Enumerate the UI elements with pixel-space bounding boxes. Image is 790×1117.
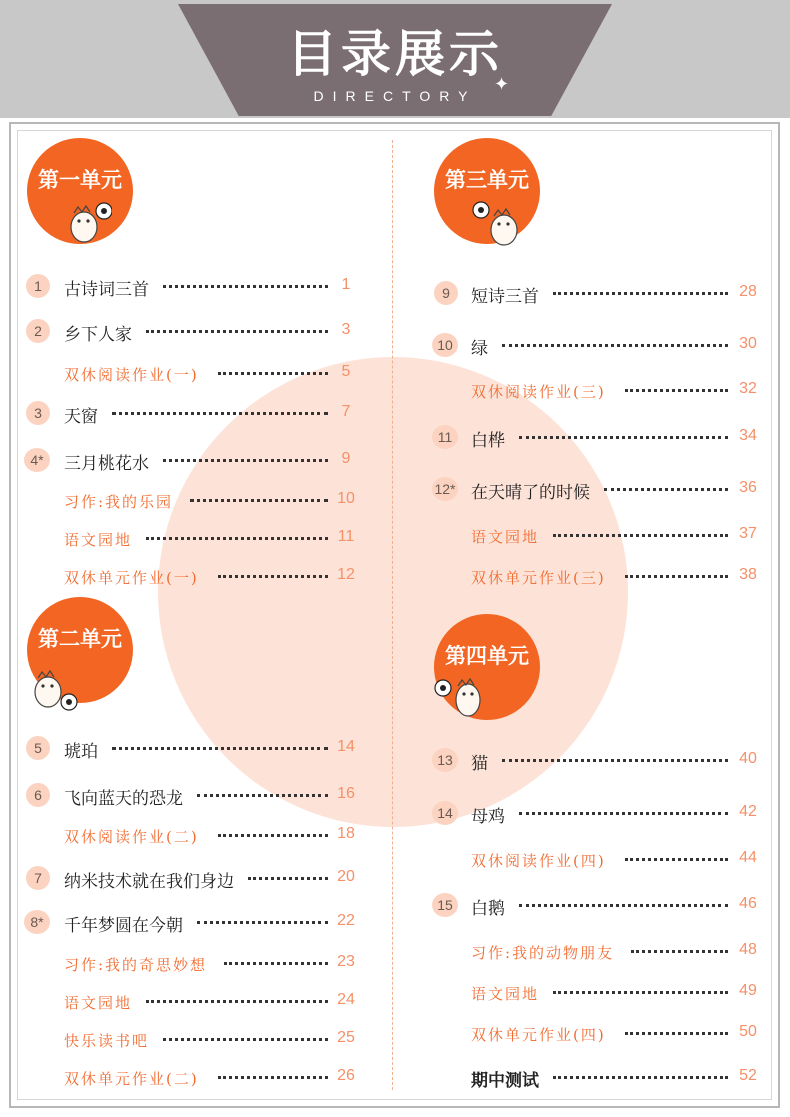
page-number: 20 [337,868,355,885]
page-number: 16 [337,785,355,802]
dinosaur-mascot-icon [30,662,78,712]
dot-leader [625,858,729,861]
toc-entry[interactable] [0,1064,790,1090]
lesson-title: 古诗词三首 [64,280,149,300]
page-subtitle: DIRECTORY [313,88,477,104]
lesson-number: 10 [432,333,458,357]
dinosaur-mascot-icon [64,197,112,247]
exercise-title: 习作:我的乐园 [64,493,174,511]
exercise-title: 双休阅读作业(一) [64,366,199,384]
dot-leader [604,488,728,491]
lesson-number: 8* [24,910,50,934]
dot-leader [631,950,728,953]
page-number: 3 [341,321,351,338]
toc-entry[interactable] [0,800,790,826]
page-number: 38 [739,566,757,583]
unit-label: 第一单元 [38,168,122,192]
toc-entry[interactable] [0,1020,790,1046]
lesson-number: 5 [26,736,50,760]
dot-leader [519,904,728,907]
dot-leader [502,344,728,347]
toc-entry[interactable] [0,447,790,473]
page-number: 49 [739,982,757,999]
lesson-title: 三月桃花水 [64,454,149,474]
exercise-title: 双休单元作业(一) [64,569,199,587]
exercise-title: 语文园地 [471,985,540,1003]
page-number: 23 [337,953,355,970]
page-number: 14 [337,738,355,755]
exercise-title: 快乐读书吧 [64,1032,150,1050]
dot-leader [625,1032,729,1035]
lesson-title: 白鹅 [471,899,505,919]
page-number: 11 [337,528,355,545]
dot-leader [248,877,328,880]
lesson-title: 琥珀 [64,742,98,762]
dot-leader [519,436,728,439]
dot-leader [197,921,328,924]
lesson-number: 11 [432,425,458,449]
lesson-title: 母鸡 [471,807,505,827]
page-number: 24 [337,991,355,1008]
lesson-title: 纳米技术就在我们身边 [64,872,234,892]
dot-leader [553,1076,728,1079]
lesson-number: 15 [432,893,458,917]
page-number: 5 [341,363,351,380]
exercise-title: 习作:我的动物朋友 [471,944,615,962]
lesson-number: 13 [432,748,458,772]
exercise-title: 双休单元作业(二) [64,1070,199,1088]
dot-leader [625,389,729,392]
page-number: 37 [739,525,757,542]
lesson-number: 14 [432,801,458,825]
lesson-title: 千年梦圆在今朝 [64,916,183,936]
unit-label: 第四单元 [445,644,529,668]
toc-entry[interactable] [0,846,790,872]
page-number: 9 [341,450,351,467]
exercise-title: 双休单元作业(三) [471,569,606,587]
toc-entry[interactable] [0,563,790,589]
exercise-title: 双休阅读作业(四) [471,852,606,870]
toc-entry[interactable] [0,522,790,548]
dot-leader [197,794,328,797]
page-number: 36 [739,479,757,496]
lesson-number: 12* [432,477,458,501]
lesson-number: 9 [434,281,458,305]
exercise-title: 语文园地 [471,528,540,546]
page-number: 42 [739,803,757,820]
page-number: 48 [739,941,757,958]
dot-leader [553,292,728,295]
lesson-title: 期中测试 [471,1071,539,1091]
exercise-title: 语文园地 [64,531,133,549]
toc-entry[interactable] [0,892,790,918]
lesson-number: 1 [26,274,50,298]
page-number: 25 [337,1029,355,1046]
page-number: 44 [739,849,757,866]
dot-leader [112,412,328,415]
page-title: 目录展示 [287,25,503,83]
page-number: 30 [739,335,757,352]
toc-entry[interactable] [0,979,790,1005]
lesson-title: 白桦 [471,431,505,451]
dot-leader [519,812,728,815]
dot-leader [502,759,728,762]
dot-leader [218,372,329,375]
exercise-title: 双休单元作业(四) [471,1026,606,1044]
toc-entry[interactable] [0,938,790,964]
page-number: 28 [739,283,757,300]
lesson-number: 6 [26,783,50,807]
page-number: 34 [739,427,757,444]
toc-entry[interactable] [0,377,790,403]
page-number: 10 [337,490,355,507]
lesson-title: 天窗 [64,407,98,427]
page-number: 1 [341,276,351,293]
page-number: 46 [739,895,757,912]
lesson-title: 短诗三首 [471,287,539,307]
lesson-title: 绿 [471,339,488,359]
exercise-title: 双休阅读作业(二) [64,828,199,846]
dot-leader [553,991,728,994]
exercise-title: 语文园地 [64,994,133,1012]
dot-leader [625,575,729,578]
dinosaur-mascot-icon [472,200,520,250]
toc-entry[interactable] [0,400,790,426]
sparkle-icon: ✦ [494,74,510,95]
toc-entry[interactable] [0,424,790,450]
page-number: 40 [739,750,757,767]
page-number: 32 [739,380,757,397]
page-number: 12 [337,566,355,583]
toc-entry[interactable] [0,332,790,358]
page-number: 18 [337,825,355,842]
exercise-title: 习作:我的奇思妙想 [64,956,208,974]
dot-leader [553,534,728,537]
dot-leader [218,834,329,837]
lesson-number: 7 [26,866,50,890]
lesson-title: 在天晴了的时候 [471,483,590,503]
lesson-title: 乡下人家 [64,325,132,345]
page-number: 22 [337,912,355,929]
page-number: 52 [739,1067,757,1084]
lesson-number: 2 [26,319,50,343]
lesson-title: 猫 [471,754,488,774]
dinosaur-mascot-icon [434,672,482,722]
page-number: 7 [341,403,351,420]
lesson-title: 飞向蓝天的恐龙 [64,789,183,809]
page-number: 50 [739,1023,757,1040]
page-number: 26 [337,1067,355,1084]
unit-label: 第三单元 [445,168,529,192]
exercise-title: 双休阅读作业(三) [471,383,606,401]
toc-entry[interactable] [0,476,790,502]
dot-leader [163,459,328,462]
lesson-number: 4* [24,448,50,472]
lesson-number: 3 [26,401,50,425]
unit-label: 第二单元 [38,627,122,651]
toc-entry[interactable] [0,747,790,773]
toc-entry[interactable] [0,280,790,306]
